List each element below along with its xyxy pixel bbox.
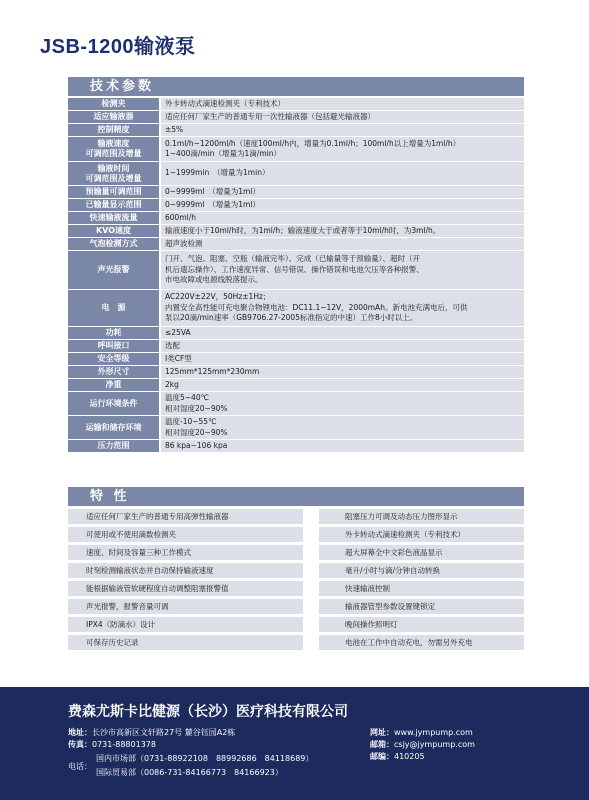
- feature-item: 能根据输液管软硬程度自动调整阻塞报警值: [68, 581, 303, 596]
- email-line: [370, 739, 475, 750]
- spec-value: [161, 212, 524, 224]
- fax-line: [68, 739, 156, 750]
- web-value: www.jympump.com: [394, 728, 473, 737]
- feature-row: [68, 617, 524, 632]
- feature-item: 速度、时间及容量三种工作模式: [68, 545, 303, 560]
- spec-row: [68, 440, 524, 453]
- address-value: 长沙市高新区文轩路27号 麓谷钰园A2栋: [92, 728, 236, 737]
- spec-value-line: 门开、气泡、阻塞、空瓶（输液完毕）、完成（已输量等于预输量）、超时（开: [165, 254, 420, 264]
- spec-label: 快速输液流量: [68, 212, 161, 224]
- zip-label: 邮编：: [370, 752, 394, 761]
- feature-item: 晚间操作照明灯: [319, 617, 524, 632]
- spec-label: 输液时间 可调范围及增量: [68, 162, 161, 185]
- specs-table: [68, 98, 524, 453]
- spec-value-line: 市电故障或电源线脱落提示。: [165, 275, 263, 285]
- email-label: 邮箱：: [370, 740, 394, 749]
- feature-item: 可保存历史记录: [68, 635, 303, 650]
- address-label: 地址：: [68, 728, 92, 737]
- spec-value-line: 外卡转动式滴速检测夹（专利技术）: [165, 98, 285, 108]
- address-line: [68, 727, 235, 738]
- feature-item: 快速输液控制: [319, 581, 524, 596]
- spec-row: [68, 251, 524, 290]
- feature-item: IPX4（防滴水）设计: [68, 617, 303, 632]
- fax-label: 传真：: [68, 740, 92, 749]
- spec-value: [161, 416, 524, 439]
- email-value: csjy@jympump.com: [394, 740, 475, 749]
- spec-row: [68, 212, 524, 225]
- spec-row: [68, 379, 524, 392]
- spec-row: [68, 340, 524, 353]
- spec-row: [68, 111, 524, 124]
- feature-row: [68, 563, 524, 578]
- spec-value: [161, 137, 524, 161]
- spec-value-line: 0.1ml/h~1200ml/h（速度100ml/h内，增量为0.1ml/h；100ml/h以上增量为1ml/h）: [165, 138, 461, 148]
- spec-row: [68, 290, 524, 327]
- spec-value: [161, 340, 524, 352]
- feature-item: 时刻检测输液状态并自动保持输液速度: [68, 563, 303, 578]
- phone-intl: 国际贸易部（0086-731-84166773 84166923）: [96, 768, 283, 777]
- spec-label: 呼叫接口: [68, 340, 161, 352]
- spec-value: [161, 440, 524, 452]
- web-label: 网址：: [370, 728, 394, 737]
- spec-value: [161, 290, 524, 326]
- spec-label: 外形尺寸: [68, 366, 161, 378]
- spec-label: 声光报警: [68, 251, 161, 289]
- feature-row: [68, 581, 524, 596]
- spec-value-line: 2kg: [165, 379, 179, 389]
- company-name: 费森尤斯卡比健源（长沙）医疗科技有限公司: [68, 704, 348, 720]
- feature-row: [68, 527, 524, 542]
- spec-value: [161, 327, 524, 339]
- spec-label: 运行环境条件: [68, 392, 161, 415]
- spec-value-line: ±5%: [165, 124, 184, 134]
- spec-value-line: AC220V±22V，50Hz±1Hz；: [165, 292, 271, 302]
- spec-value: [161, 98, 524, 110]
- spec-value-line: 泵以20滴/min速率（GB9706.27-2005标准指定的中速）工作8小时以上。: [165, 313, 418, 323]
- spec-value-line: 输液速度小于10ml/h时，为1ml/h；输液速度大于或者等于10ml/h时，为3ml/h。: [165, 225, 441, 235]
- spec-label: 检测夹: [68, 98, 161, 110]
- spec-value-line: 内置安全高性能可充电聚合物锂电池：DC11.1~12V，2000mAh。新电池充满电后，可供: [165, 302, 468, 312]
- spec-label: 输液速度 可调范围及增量: [68, 137, 161, 161]
- spec-label: 电 源: [68, 290, 161, 326]
- spec-value-line: 适应任何厂家生产的普通专用一次性输液器（包括避光输液器）: [165, 111, 375, 121]
- feature-item: 超大屏幕全中文彩色液晶显示: [319, 545, 524, 560]
- zip-value: 410205: [394, 752, 425, 761]
- spec-value-line: ≤25VA: [165, 327, 191, 337]
- spec-label: 运输和储存环境: [68, 416, 161, 439]
- feature-item: 阻塞压力可调及动态压力图形显示: [319, 509, 524, 524]
- spec-value-line: 0~9999ml （增量为1ml）: [165, 186, 260, 196]
- feature-item: 适应任何厂家生产的普通专用高弹性输液器: [68, 509, 303, 524]
- feature-row: [68, 509, 524, 524]
- spec-value: [161, 379, 524, 391]
- spec-value-line: 86 kpa~106 kpa: [165, 440, 228, 450]
- spec-label: 控制精度: [68, 124, 161, 136]
- feature-row: [68, 599, 524, 614]
- feature-row: [68, 545, 524, 560]
- feature-item: 声光报警，报警音量可调: [68, 599, 303, 614]
- spec-value: [161, 366, 524, 378]
- phone-label: 电话：: [68, 762, 92, 771]
- spec-value-line: 0~9999ml （增量为1ml）: [165, 199, 260, 209]
- footer: [0, 687, 589, 800]
- spec-value-line: 机后遗忘操作）、工作速度异常、信号错误、操作错误和电池欠压等各种报警、: [165, 264, 424, 274]
- spec-row: [68, 225, 524, 238]
- spec-value-line: 选配: [165, 340, 180, 350]
- phone-domestic: 国内市场部（0731-88922108 88992686 84118689）: [96, 754, 314, 763]
- feature-item: 毫升/小时与滴/分钟自动转换: [319, 563, 524, 578]
- spec-value-line: 1~400滴/min（增量为1滴/min）: [165, 149, 281, 158]
- spec-value: [161, 392, 524, 415]
- spec-label: KVO速度: [68, 225, 161, 237]
- spec-row: [68, 353, 524, 366]
- spec-row: [68, 137, 524, 162]
- spec-label: 压力范围: [68, 440, 161, 452]
- spec-label: 净重: [68, 379, 161, 391]
- feature-item: 可使用或不使用滴数检测夹: [68, 527, 303, 542]
- page-title: JSB-1200输液泵: [40, 36, 196, 58]
- spec-row: [68, 392, 524, 416]
- spec-value: [161, 251, 524, 289]
- spec-label: 已输量显示范围: [68, 199, 161, 211]
- spec-label: 功耗: [68, 327, 161, 339]
- spec-value: [161, 162, 524, 185]
- spec-value-line: 相对湿度20~90%: [165, 403, 228, 413]
- spec-row: [68, 186, 524, 199]
- spec-row: [68, 416, 524, 440]
- spec-row: [68, 98, 524, 111]
- zip-line: [370, 751, 425, 762]
- spec-value-line: 125mm*125mm*230mm: [165, 366, 260, 376]
- spec-label: 安全等级: [68, 353, 161, 365]
- spec-value: [161, 225, 524, 237]
- spec-row: [68, 366, 524, 379]
- spec-value: [161, 238, 524, 250]
- spec-value-line: I类CF型: [165, 353, 192, 363]
- spec-row: [68, 124, 524, 137]
- fax-value: 0731-88801378: [92, 740, 156, 749]
- spec-row: [68, 238, 524, 251]
- spec-value-line: 1~1999min （增量为1min）: [165, 168, 270, 178]
- features-section-header: 特 性: [68, 487, 524, 506]
- spec-row: [68, 199, 524, 212]
- spec-value: [161, 199, 524, 211]
- spec-row: [68, 327, 524, 340]
- spec-value: [161, 111, 524, 123]
- spec-value-line: 相对湿度20~90%: [165, 427, 228, 437]
- spec-value-line: 温度-10~55℃: [165, 417, 217, 426]
- spec-label: 预输量可调范围: [68, 186, 161, 198]
- spec-value: [161, 353, 524, 365]
- spec-row: [68, 162, 524, 186]
- feature-item: 输液器管型参数设置键锁定: [319, 599, 524, 614]
- web-line: [370, 727, 473, 738]
- spec-label: 气泡检测方式: [68, 238, 161, 250]
- feature-item: 电池在工作中自动充电，勿需另外充电: [319, 635, 524, 650]
- feature-row: [68, 635, 524, 650]
- specs-section-header: 技术参数: [68, 77, 524, 96]
- features-grid: [68, 509, 524, 653]
- spec-value: [161, 186, 524, 198]
- spec-label: 适应输液器: [68, 111, 161, 123]
- spec-value-line: 超声波检测: [165, 238, 203, 248]
- spec-value-line: 600ml/h: [165, 212, 196, 222]
- spec-value-line: 温度5~40℃: [165, 393, 210, 402]
- feature-item: 外卡转动式滴速检测夹（专利技术）: [319, 527, 524, 542]
- spec-value: [161, 124, 524, 136]
